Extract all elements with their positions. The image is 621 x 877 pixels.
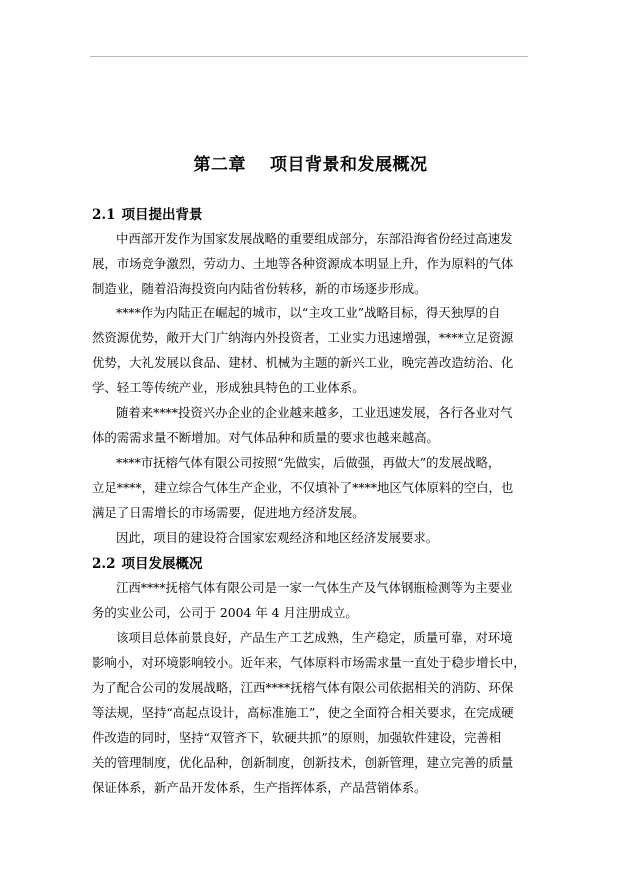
section-heading-2-1 — [92, 203, 203, 223]
header-rule — [90, 56, 528, 57]
paragraph-line: ****作为内陆正在崛起的城市，以“主攻工业”战略目标，得天独厚的自 — [116, 305, 501, 320]
section-heading-2-2 — [92, 552, 203, 572]
section-number: 2.2 — [92, 556, 116, 572]
paragraph-line: 该项目总体前景良好，产品生产工艺成熟，生产稳定，质量可靠，对环境 — [116, 630, 513, 645]
section-number: 2.1 — [92, 207, 116, 223]
section-title: 项目发展概况 — [121, 556, 203, 572]
paragraph-line: 体的需需求量不断增加。对气体品种和质量的要求也越来越高。 — [92, 430, 439, 445]
paragraph-line: 为了配合公司的发展战略，江西****抚榕气体有限公司依据相关的消防、环保 — [92, 680, 514, 695]
paragraph-line: 随着来****投资兴办企业的企业越来越多，工业迅速发展，各行各业对气 — [116, 405, 513, 420]
chapter-title-text: 项目背景和发展概况 — [270, 155, 428, 175]
paragraph-line: 制造业，随着沿海投资向内陆省份转移，新的市场逐步形成。 — [92, 281, 427, 296]
paragraph-line: 立足****，建立综合气体生产企业，不仅填补了****地区气体原料的空白，也 — [92, 480, 514, 495]
paragraph-line: 等法规，坚持“高起点设计，高标准施工”，使之全面符合相关要求，在完成硬 — [92, 705, 514, 720]
paragraph-line: 件改造的同时，坚持“双管齐下，软硬共抓”的原则，加强软件建设，完善相 — [92, 730, 502, 745]
paragraph-line: 中西部开发作为国家发展战略的重要组成部分，东部沿海省份经过高速发 — [116, 231, 513, 246]
paragraph-line: 关的管理制度，优化品种，创新制度，创新技术，创新管理，建立完善的质量 — [92, 755, 514, 770]
paragraph-line: 学、轻工等传统产业，形成独具特色的工业体系。 — [92, 380, 365, 395]
paragraph-line: 保证体系，新产品开发体系，生产指挥体系，产品营销体系。 — [92, 780, 427, 795]
section-title: 项目提出背景 — [121, 207, 203, 223]
chapter-label: 第二章 — [193, 155, 246, 175]
paragraph-line: 满足了日需增长的市场需要，促进地方经济发展。 — [92, 505, 365, 520]
paragraph-line: 务的实业公司，公司于 2004 年 4 月注册成立。 — [92, 605, 358, 620]
paragraph-line: 展，市场竞争激烈，劳动力、土地等各种资源成本明显上升，作为原料的气体 — [92, 256, 514, 271]
paragraph-line: 影响小，对环境影响较小。近年来，气体原料市场需求量一直处于稳步增长中， — [92, 655, 526, 670]
chapter-title — [0, 150, 621, 175]
paragraph-line: 然资源优势，敞开大门广纳海内外投资者，工业实力迅速增强，****立足资源 — [92, 330, 514, 345]
paragraph-line: 优势，大礼发展以食品、建材、机械为主题的新兴工业，晚完善改造纺治、化 — [92, 355, 514, 370]
paragraph-line: 江西****抚榕气体有限公司是一家一气体生产及气体钢瓶检测等为主要业 — [116, 580, 513, 595]
paragraph-line: 因此，项目的建设符合国家宏观经济和地区经济发展要求。 — [116, 530, 439, 545]
paragraph-line: ****市抚榕气体有限公司按照“先做实，后做强，再做大”的发展战略， — [116, 455, 501, 470]
